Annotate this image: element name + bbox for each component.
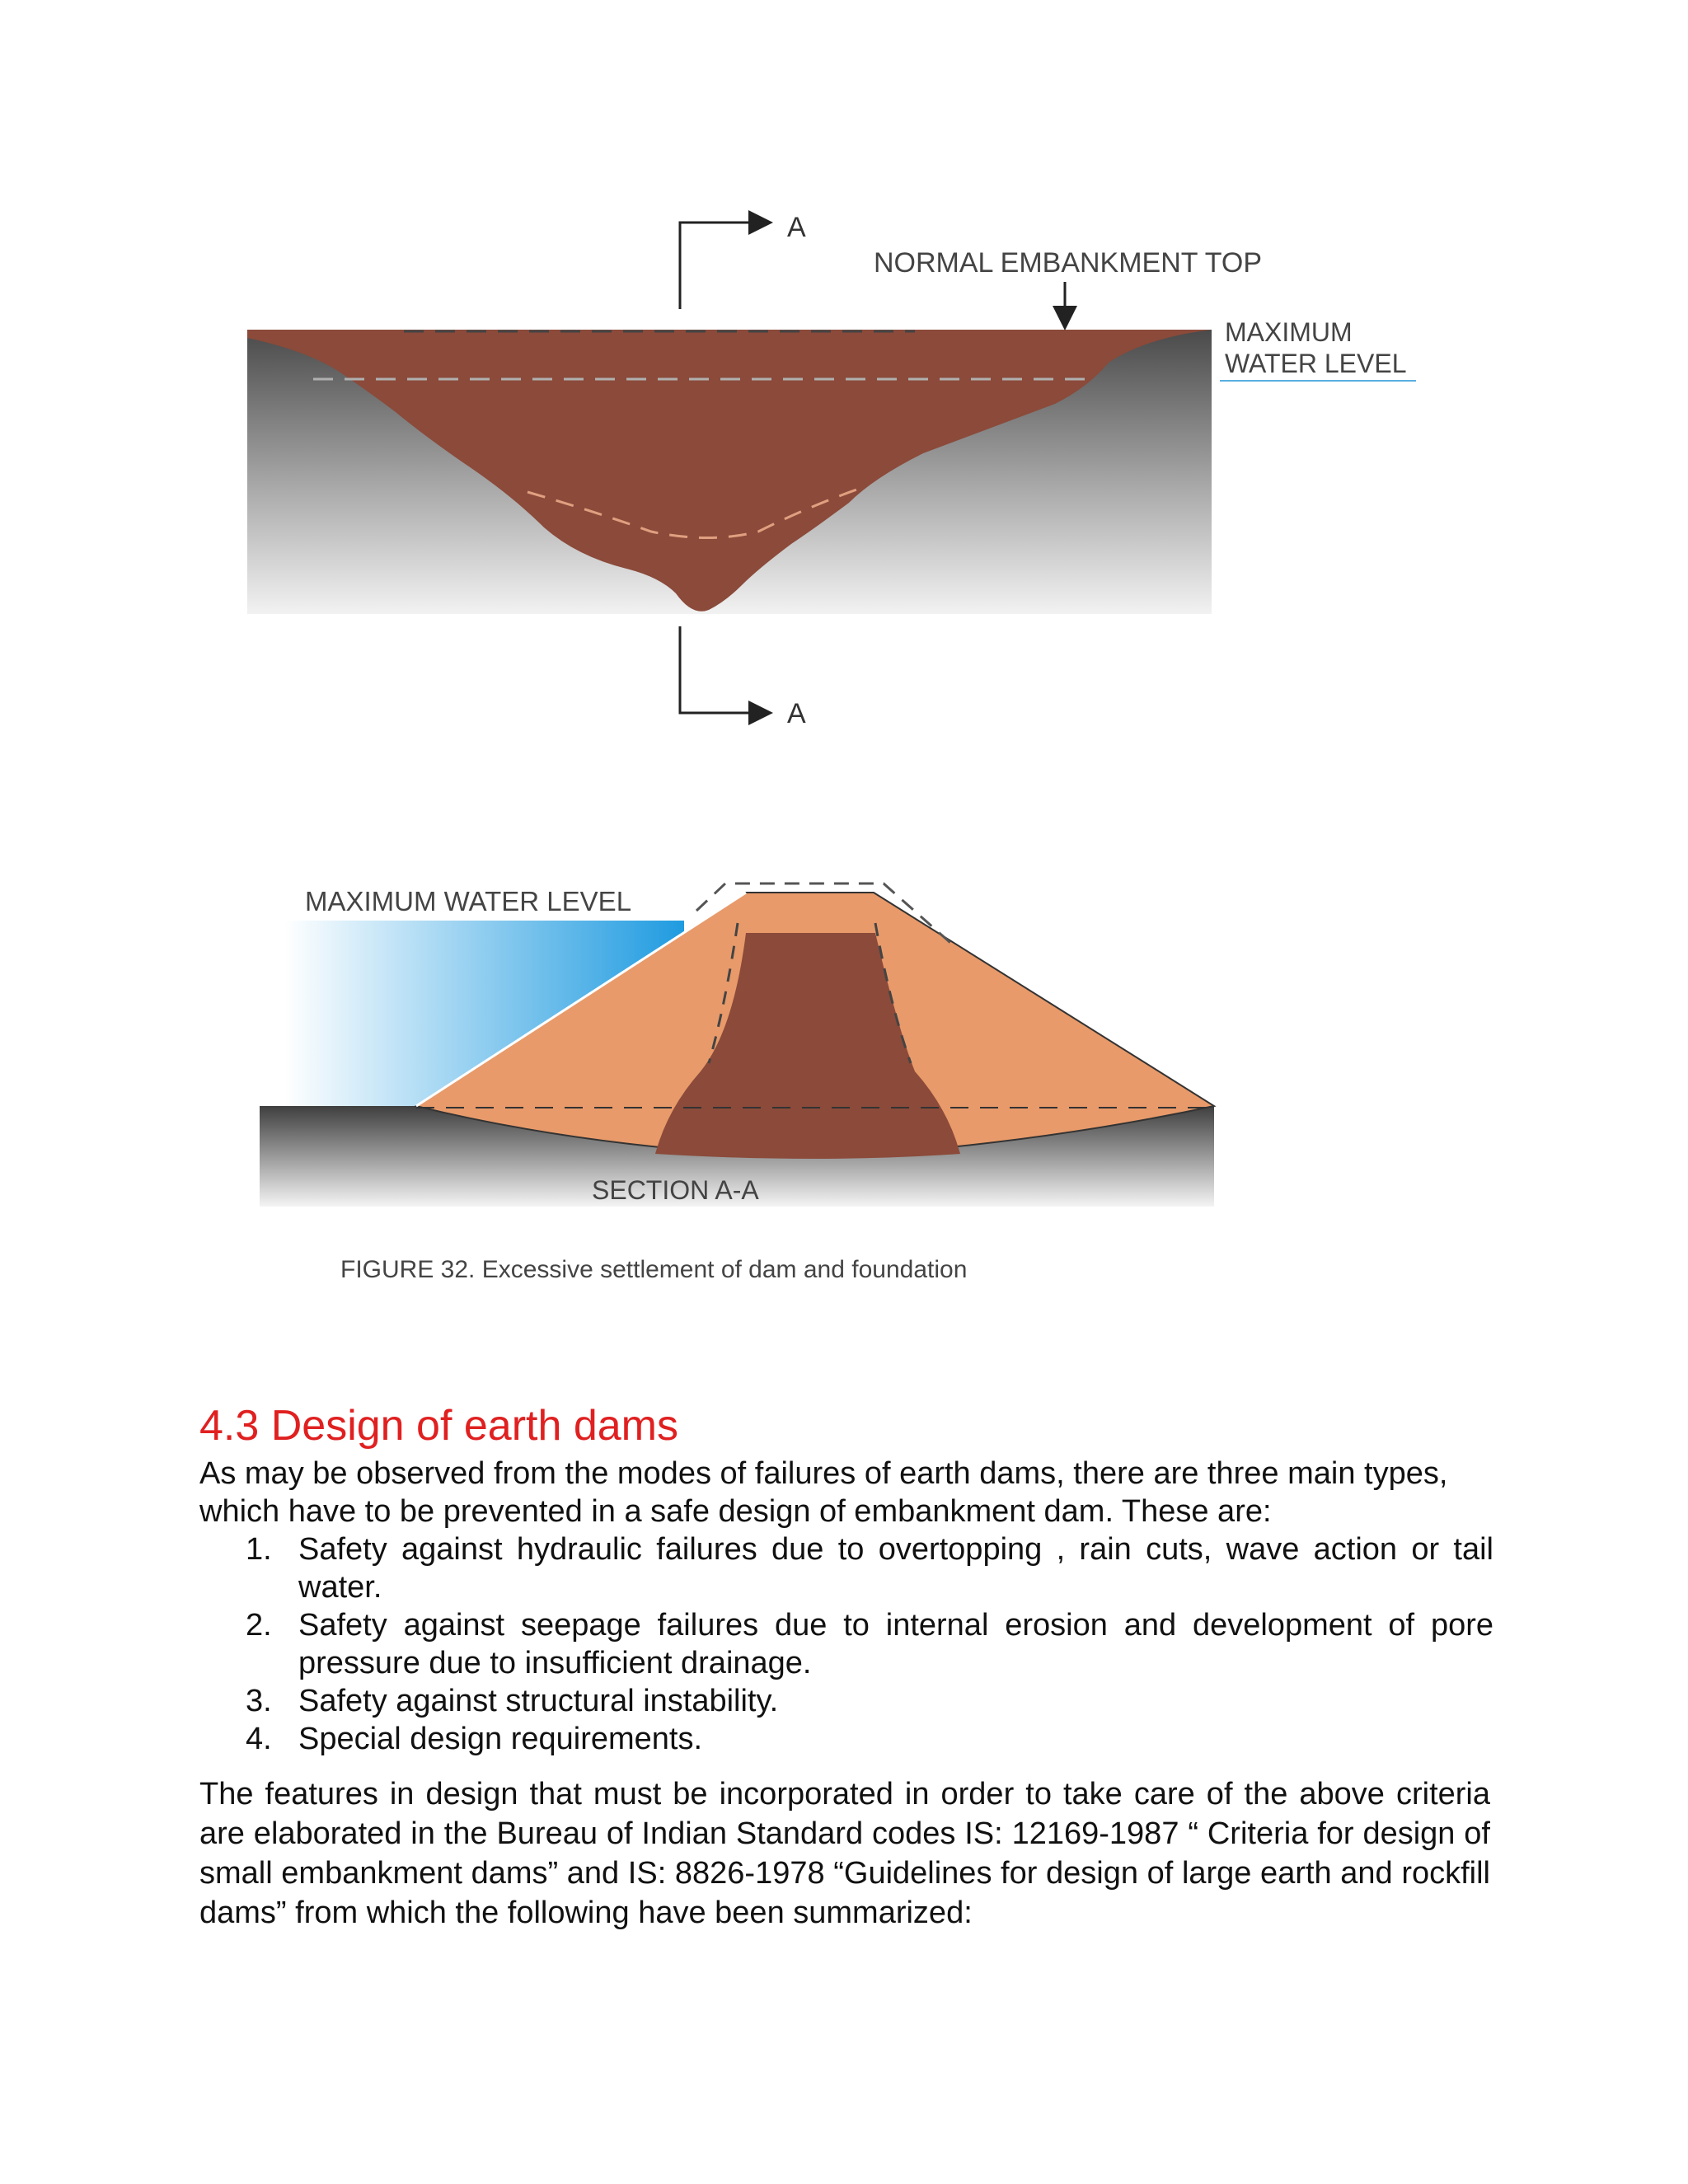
list-item-text: Special design requirements. (298, 1722, 703, 1756)
embankment-top-label: NORMAL EMBANKMENT TOP (874, 247, 1263, 279)
list-item-text: Safety against structural instability. (298, 1684, 779, 1718)
plan-max-water-level-line2: WATER LEVEL (1225, 349, 1407, 378)
section-arrow-bottom (680, 626, 771, 713)
section-view (260, 883, 1214, 1207)
plan-max-water-level-line1: MAXIMUM (1225, 317, 1353, 347)
section-mark-top: A (787, 212, 806, 243)
section-mark-bottom: A (787, 698, 806, 729)
section-max-water-level-label: MAXIMUM WATER LEVEL (305, 886, 632, 916)
criteria-list (199, 1530, 1493, 1758)
list-item-number: 2. (246, 1608, 272, 1643)
list-item (199, 1530, 1493, 1606)
section-name-label: SECTION A-A (592, 1175, 759, 1205)
intro-paragraph: As may be observed from the modes of failures of earth dams, there are three main types, which have to be prevented in a safe design of embankment dam. These are: (199, 1456, 1448, 1529)
list-item-number: 3. (246, 1684, 272, 1718)
list-item-text: Safety against hydraulic failures due to overtopping , rain cuts, wave action or tail water. (298, 1532, 1493, 1605)
list-item (199, 1606, 1493, 1682)
section-arrow-top (680, 223, 771, 309)
list-item (199, 1720, 1493, 1758)
list-item-text: Safety against seepage failures due to internal erosion and development of pore pressure due to insufficient drainage. (298, 1608, 1493, 1680)
criteria-paragraph: The features in design that must be incorporated in order to take care of the above criteria are elaborated in the Bureau of Indian Standard codes IS: 12169-1987 “ Criteria for design of small embankment dams” and IS: 8826-1978 “Guidelines for design of large earth and rockfill dams” from which the following have been summarized: (199, 1777, 1490, 1930)
plan-view (247, 212, 1416, 729)
section-heading: 4.3 Design of earth dams (199, 1402, 678, 1450)
list-item (199, 1682, 1493, 1720)
list-item-number: 4. (246, 1722, 272, 1756)
list-item-number: 1. (246, 1532, 272, 1567)
figure-caption: FIGURE 32. Excessive settlement of dam and foundation (340, 1256, 968, 1283)
